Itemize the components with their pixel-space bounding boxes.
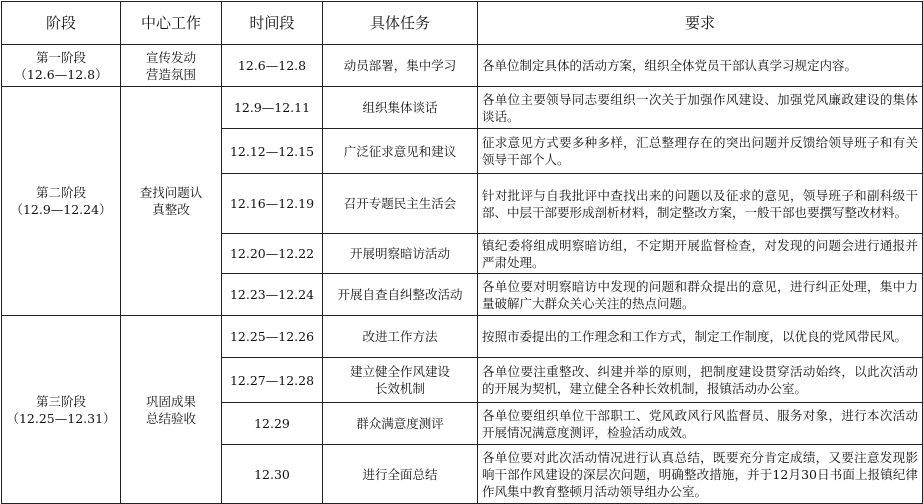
period-cell: 12.9—12.11 [222,87,323,129]
task-cell: 开展自查自纠整改活动 [323,274,478,316]
central-work-line: 巩固成果 [145,393,196,409]
table-row [2,87,923,129]
requirement-cell: 各单位主要领导同志要组织一次关于加强作风建设、加强党风廉政建设的集体谈话。 [478,87,923,129]
table-row [2,45,923,87]
header-row [2,2,923,45]
period-cell: 12.30 [222,445,323,504]
stage-range: （12.6—12.8） [14,66,108,82]
requirement-cell: 各单位要组织单位干部职工、党风政风行风监督员、服务对象，进行本次活动开展情况满意度测评，检验活动成效。 [478,403,923,445]
task-cell: 改进工作方法 [323,316,478,358]
task-cell: 组织集体谈话 [323,87,478,129]
period-cell: 12.20—12.22 [222,234,323,274]
stage-name: 第二阶段 [35,185,86,200]
period-cell: 12.25—12.26 [222,316,323,358]
task-cell: 广泛征求意见和建议 [323,129,478,174]
central-work-cell [121,87,222,316]
central-work-line: 真整改 [152,202,190,217]
requirement-cell: 镇纪委将组成明察暗访组，不定期开展监督检查，对发现的问题会进行通报并严肃处理。 [478,234,923,274]
central-work-line: 查找问题认 [139,185,203,200]
stage-cell [2,87,121,316]
requirement-cell: 各单位要注重整改、纠建并举的原则，把制度建设贯穿活动始终，以此次活动的开展为契机，建立健全各种长效机制，报镇活动办公室。 [478,358,923,403]
period-cell: 12.6—12.8 [222,45,323,87]
stage-range: （12.9—12.24） [10,202,112,217]
header-stage: 阶段 [2,2,121,45]
header-requirement: 要求 [478,2,923,45]
period-cell: 12.16—12.19 [222,174,323,234]
requirement-cell: 各单位要对此次活动情况进行认真总结，既要充分肯定成绩，又要注意发现影响干部作风建设的深层次问题，明确整改措施，并于12月30日书面上报镇纪律作风集中教育整顿月活动领导组办公室。 [478,445,923,504]
header-central-work: 中心工作 [121,2,222,45]
task-line: 长效机制 [374,381,425,396]
central-work-line: 营造氛围 [145,66,196,82]
header-task: 具体任务 [323,2,478,45]
requirement-cell: 各单位制定具体的活动方案，组织全体党员干部认真学习规定内容。 [478,45,923,87]
central-work-cell [121,45,222,87]
requirement-cell: 征求意见方式要多种多样，汇总整理存在的突出问题并反馈给领导班子和有关领导干部个人。 [478,129,923,174]
central-work-line: 总结验收 [145,410,196,426]
stage-range: （12.25—12.31） [6,410,116,426]
period-cell: 12.12—12.15 [222,129,323,174]
period-cell: 12.23—12.24 [222,274,323,316]
task-cell: 进行全面总结 [323,445,478,504]
task-cell: 开展明察暗访活动 [323,234,478,274]
requirement-cell: 各单位要对明察暗访中发现的问题和群众提出的意见，进行纠正处理，集中力量破解广大群众关心关注的热点问题。 [478,274,923,316]
task-cell: 召开专题民主生活会 [323,174,478,234]
period-cell: 12.29 [222,403,323,445]
period-cell: 12.27—12.28 [222,358,323,403]
stage-name: 第三阶段 [35,393,86,409]
task-cell [323,358,478,403]
header-period: 时间段 [222,2,323,45]
task-cell: 群众满意度测评 [323,403,478,445]
table-row [2,316,923,358]
stage-cell [2,45,121,87]
requirement-cell: 按照市委提出的工作理念和工作方式，制定工作制度，以优良的党风带民风。 [478,316,923,358]
activity-schedule-table [1,1,923,504]
central-work-cell [121,316,222,504]
central-work-line: 宣传发动 [145,49,196,65]
requirement-cell: 针对批评与自我批评中查找出来的问题以及征求的意见，领导班子和副科级干部、中层干部要形成剖析材料，制定整改方案，一般干部也要撰写整改材料。 [478,174,923,234]
stage-name: 第一阶段 [35,49,86,65]
task-cell: 动员部署，集中学习 [323,45,478,87]
stage-cell [2,316,121,504]
task-line: 建立健全作风建设 [349,364,450,379]
